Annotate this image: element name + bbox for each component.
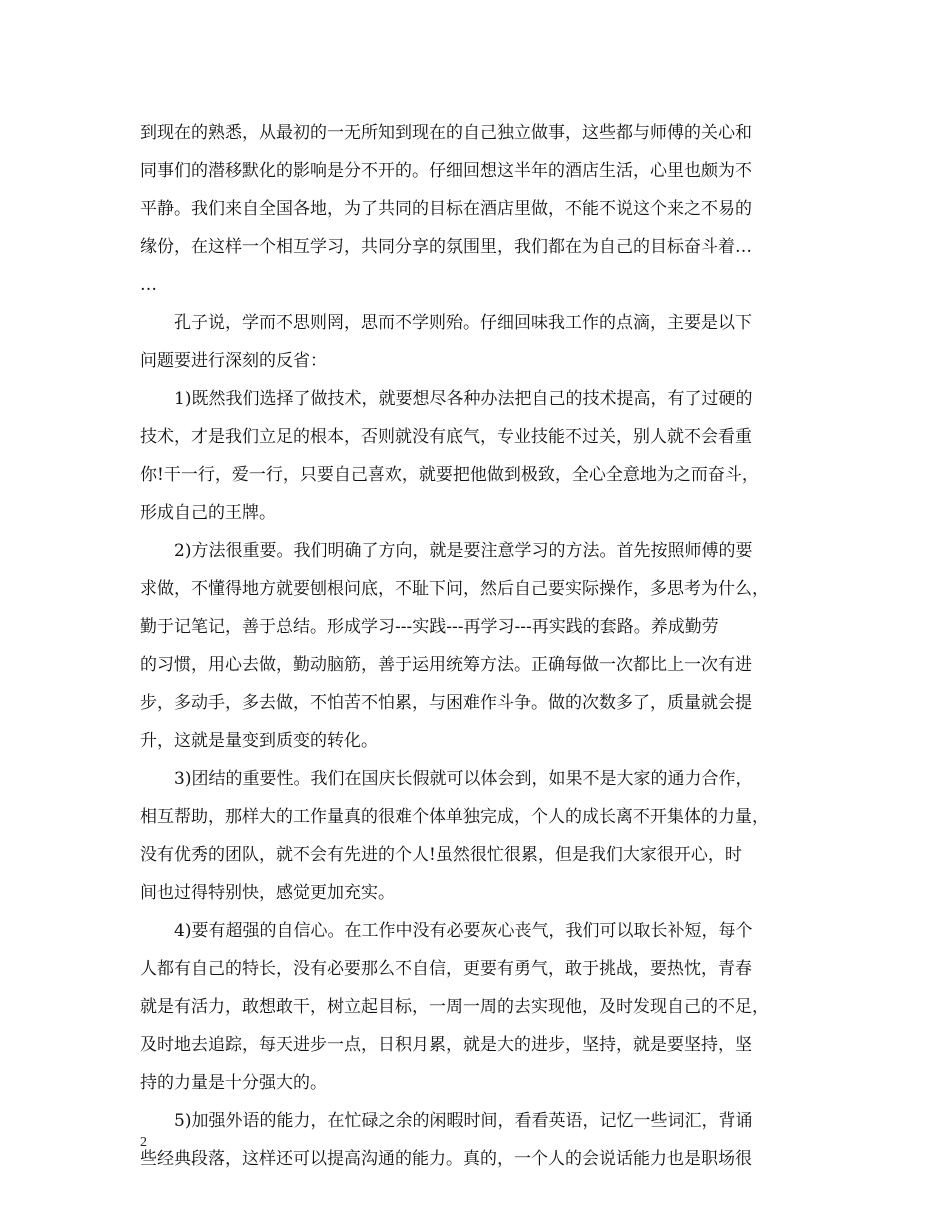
text-line: 技术，才是我们立足的根本，否则就没有底气，专业技能不过关，别人就不会看重 (140, 427, 752, 447)
text-line: 平静。我们来自全国各地，为了共同的目标在酒店里做，不能不说这个来之不易的 (140, 199, 752, 219)
paragraph-start-line: 3)团结的重要性。我们在国庆长假就可以体会到，如果不是大家的通力合作， (174, 769, 753, 789)
text-line: 形成自己的王牌。 (140, 503, 276, 523)
text-line: 问题要进行深刻的反省： (140, 351, 327, 371)
text-line: … (140, 275, 157, 295)
text-line: 就是有活力，敢想敢干，树立起目标，一周一周的去实现他，及时发现自己的不足， (140, 997, 769, 1017)
text-line: 缘份，在这样一个相互学习，共同分享的氛围里，我们都在为自己的目标奋斗着… (140, 237, 752, 257)
paragraph-start-line: 5)加强外语的能力，在忙碌之余的闲暇时间，看看英语，记忆一些词汇，背诵 (174, 1111, 753, 1131)
text-line: 勤于记笔记，善于总结。形成学习---实践---再学习---再实践的套路。养成勤劳 (140, 617, 719, 637)
text-line: 些经典段落，这样还可以提高沟通的能力。真的，一个人的会说话能力也是职场很 (140, 1149, 752, 1169)
text-line: 间也过得特别快，感觉更加充实。 (140, 883, 395, 903)
text-line: 同事们的潜移默化的影响是分不开的。仔细回想这半年的酒店生活，心里也颇为不 (140, 161, 752, 181)
text-line: 相互帮助，那样大的工作量真的很难个体单独完成，个人的成长离不开集体的力量， (140, 807, 769, 827)
text-line: 持的力量是十分强大的。 (140, 1073, 327, 1093)
page-number: 2 (140, 1135, 147, 1150)
text-line: 你!干一行，爱一行，只要自己喜欢，就要把他做到极致，全心全意地为之而奋斗， (140, 465, 759, 485)
text-line: 步，多动手，多去做，不怕苦不怕累，与困难作斗争。做的次数多了，质量就会提 (140, 693, 752, 713)
body-text (140, 114, 810, 1178)
text-line: 求做，不懂得地方就要刨根问底，不耻下问，然后自己要实际操作，多思考为什么， (140, 579, 769, 599)
text-line: 升，这就是量变到质变的转化。 (140, 731, 378, 751)
text-line: 及时地去追踪，每天进步一点，日积月累，就是大的进步，坚持，就是要坚持，坚 (140, 1035, 752, 1055)
text-line: 人都有自己的特长，没有必要那么不自信，更要有勇气，敢于挑战，要热忱，青春 (140, 959, 752, 979)
text-line: 没有优秀的团队，就不会有先进的个人!虽然很忙很累，但是我们大家很开心，时 (140, 845, 742, 865)
paragraph-start-line: 4)要有超强的自信心。在工作中没有必要灰心丧气，我们可以取长补短，每个 (174, 921, 753, 941)
text-line: 的习惯，用心去做，勤动脑筋，善于运用统筹方法。正确每做一次都比上一次有进 (140, 655, 752, 675)
text-line: 到现在的熟悉，从最初的一无所知到现在的自己独立做事，这些都与师傅的关心和 (140, 123, 752, 143)
paragraph-start-line: 1)既然我们选择了做技术，就要想尽各种办法把自己的技术提高，有了过硬的 (174, 389, 753, 409)
paragraph-start-line: 2)方法很重要。我们明确了方向，就是要注意学习的方法。首先按照师傅的要 (174, 541, 753, 561)
paragraph-start-line: 孔子说，学而不思则罔，思而不学则殆。仔细回味我工作的点滴，主要是以下 (174, 313, 752, 333)
